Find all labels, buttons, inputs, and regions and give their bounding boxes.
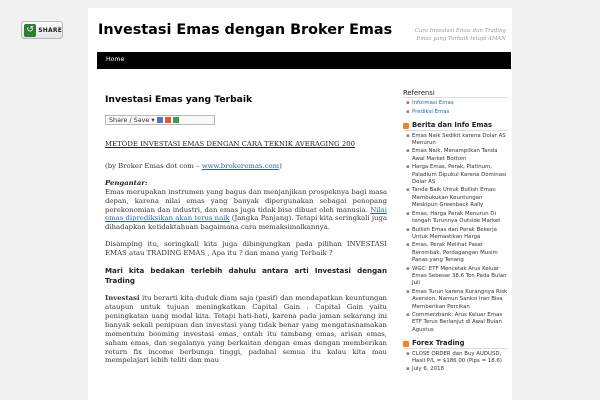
- share-save-label: Share / Save: [109, 116, 150, 124]
- share-icon: ↺: [24, 24, 36, 37]
- byline-suffix: ): [279, 161, 282, 170]
- news-item[interactable]: ▪ Harga Emas, Perak, Platinum, Paladium Dipukul Karena Dominasi Dolar AS: [406, 164, 508, 186]
- paragraph-intro: [105, 188, 387, 233]
- news-item[interactable]: ▪ WGC: ETF Mencetak Arus Keluar Emas Sebesar 38.6 Ton Pada Bulan Juli: [406, 266, 508, 288]
- site-header: [88, 8, 512, 50]
- forex-list: [406, 351, 508, 374]
- share-save-button[interactable]: [105, 115, 215, 125]
- facebook-icon[interactable]: [157, 117, 163, 123]
- paragraph-investasi: [105, 294, 387, 365]
- investasi-text: itu berarti kita duduk diam saja (pasif) dan mendapatkan keuntungan ataupun untuk tujuan meningkatkan Capital Gain . Capital Gain yaitu peningkatan uang modal kita. Tetapi hati-hati, karena pada jaman sekarang ini banyak sekali penipuan dan investasi yang tidak benar yang mengatasnamakan momentum booming investasi emas, entah itu tambang emas, arisan emas, saham emas, dan segalanya yang berkaitan dengan emas dengan memberikan return fix income berbunga tinggi, padahal semua itu kalau kita mau mempelajari lebih teliti dan mau: [105, 294, 387, 365]
- post-body: [105, 140, 387, 365]
- news-item[interactable]: ▪ Commerzbank: Arus Keluar Emas ETF Terus Berlanjut di Awal Bulan Agustus: [406, 312, 508, 334]
- paragraph-question: Disamping itu, seringkali kita juga dibingungkan pada pilihan INVESTASI EMAS atau TRADING EMAS , Apa itu ? dan mana yang Terbaik ?: [105, 240, 387, 258]
- news-item[interactable]: ▪ Bullish Emas dan Perak Bekerja Untuk Memastikan Harga: [406, 227, 508, 242]
- section-heading: Mari kita bedakan terlebih dahulu antara arti Investasi dengan Trading: [105, 266, 387, 286]
- investasi-term: Investasi: [105, 294, 140, 303]
- metode-heading: METODE INVESTASI EMAS DENGAN CARA TEKNIK AVERAGING 200: [105, 140, 356, 148]
- share-label: SHARE: [38, 26, 62, 34]
- sidebar: [403, 90, 508, 380]
- rss-icon[interactable]: [403, 123, 409, 129]
- forex-item[interactable]: ▪ CLOSE ORDER dan Buy AUDUSD, Hasil P/L = $186.00 (Pips = 18.6): [406, 351, 508, 366]
- news-item[interactable]: ▪ Emas Naik Sedikit karena Dolar AS Menurun: [406, 133, 508, 148]
- referensi-heading: Referensi: [403, 90, 508, 98]
- site-title[interactable]: Investasi Emas dengan Broker Emas: [98, 22, 393, 38]
- nav-item-home[interactable]: Home: [106, 56, 125, 63]
- chevron-down-icon: ▾: [151, 116, 155, 124]
- floating-share-button[interactable]: [21, 21, 63, 39]
- referensi-list: [406, 100, 508, 116]
- byline-prefix: (by Broker Emas dot com –: [105, 161, 200, 170]
- pengantar-label: Pengantar:: [105, 178, 148, 187]
- sidebar-link[interactable]: ▪ Informasi Emas: [406, 100, 508, 107]
- main-navigation: [97, 52, 511, 69]
- berita-heading-label[interactable]: Berita dan Info Emas: [412, 121, 493, 130]
- byline: [105, 162, 387, 171]
- paragraph-intro-b: (Jangka Panjang). Tetapi kita seringkali juga dihadapkan ketidaktahuan bagaimana cara memaksimalkannya.: [105, 214, 387, 232]
- news-item[interactable]: ▪ Emas Naik, Menampilkan Tanda Awal Market Bottom: [406, 148, 508, 163]
- forex-date: ▪ July 6, 2018: [406, 366, 508, 373]
- news-item[interactable]: ▪ Tanda Baik Untuk Bullish Emas: Membukukan Keuntungan Meskipun Greenback Rally: [406, 187, 508, 209]
- site-description: Cara Investasi Emas dan Trading Emas yang Terbaik tetapi AMAN: [414, 28, 506, 42]
- main-content: [105, 94, 387, 373]
- rss-icon[interactable]: [403, 341, 409, 347]
- sidebar-link[interactable]: ▪ Prediksi Emas: [406, 109, 508, 116]
- page-wrapper: [88, 8, 512, 400]
- news-item[interactable]: ▪ Emas Turun karena Kurangnya Risk Aversion, Namun Sanksi Iran Bisa Memberikan Percikan: [406, 289, 508, 311]
- post-title[interactable]: Investasi Emas yang Terbaik: [105, 94, 253, 105]
- berita-list: [406, 133, 508, 335]
- forex-heading-label[interactable]: Forex Trading: [412, 339, 465, 348]
- email-icon[interactable]: [173, 117, 179, 123]
- twitter-icon[interactable]: [165, 117, 171, 123]
- news-item[interactable]: ▪ Emas, Perak Melihat Pasar Berombak, Perdagangan Musim Panas yang Tenang: [406, 242, 508, 264]
- broker-link[interactable]: www.brokeremas.com: [201, 161, 280, 170]
- nilai-emas-link[interactable]: Nilai emas diprediksikan akan terus naik: [105, 205, 387, 223]
- news-item[interactable]: ▪ Emas, Harga Perak Menurun Di tengah Turunnya Outside Market: [406, 211, 508, 226]
- forex-heading: [403, 340, 508, 348]
- berita-heading: [403, 122, 508, 130]
- paragraph-intro-a: Emas merupakan instrumen yang bagus dan menjanjikan prospeknya bagi masa depan, karena nilai emas yang banyak dipergunakan sebagai penopang perekonomian dan industri, dan emas juga tidak bisa dibuat oleh manusia.: [105, 187, 387, 214]
